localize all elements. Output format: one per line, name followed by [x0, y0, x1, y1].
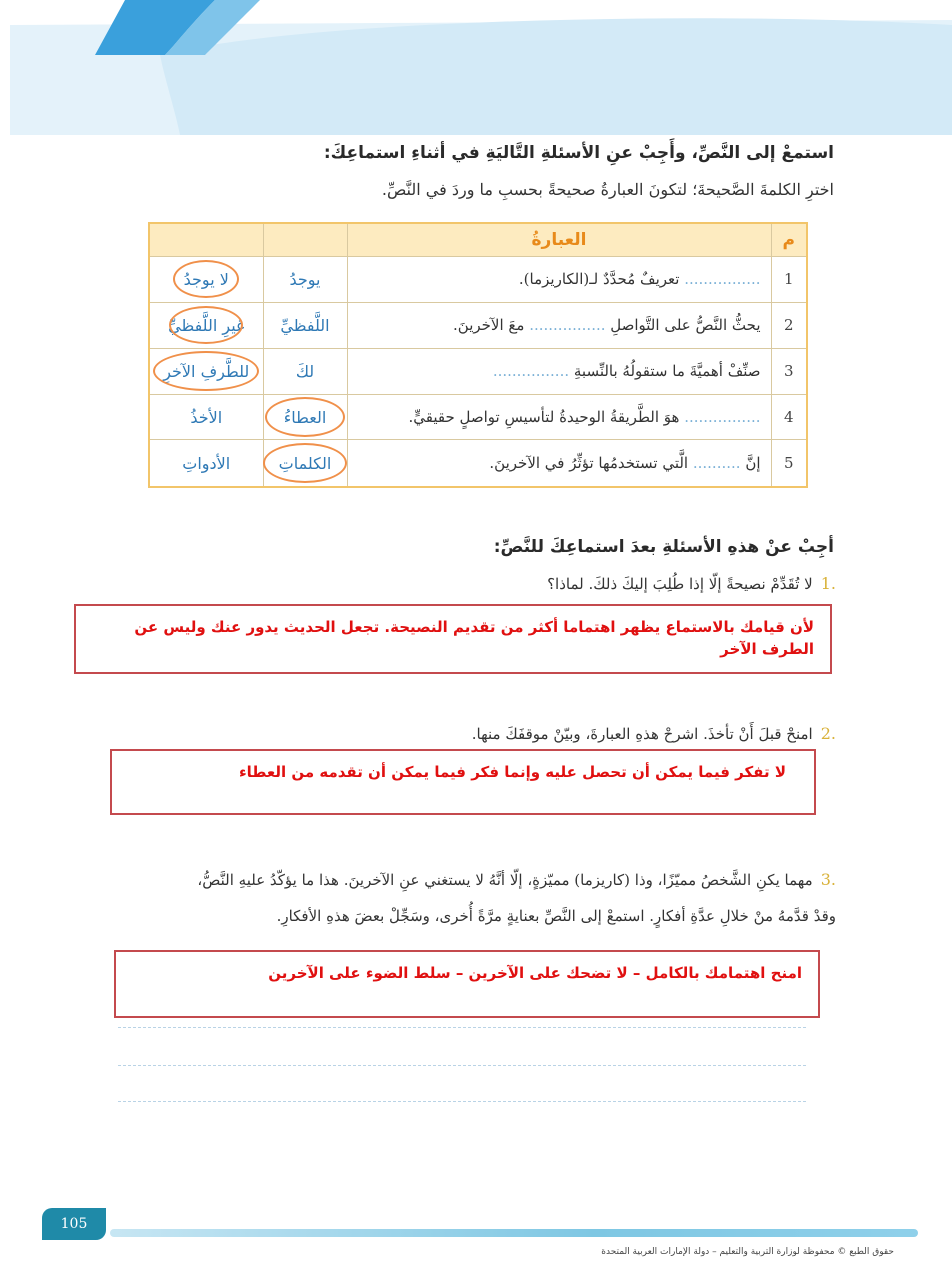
question-3-line-2	[277, 907, 836, 925]
option-b[interactable]	[149, 440, 263, 487]
statement-after: معَ الآخرينَ.	[453, 316, 530, 335]
statement-before: صنِّفْ أهميَّةَ ما ستقولُهُ بالنِّسبةِ	[569, 362, 761, 381]
question-number: .3	[820, 870, 836, 889]
answer-text: لا تفكر فيما يمكن أن تحصل عليه وإنما فكر فيما يمكن أن تقدمه من العطاء	[238, 763, 786, 781]
answer-text: لأن قيامك بالاستماع يظهر اهتماما أكثر من تقديم النصيحة. تجعل الحديث يدور عنك وليس عن الطرف الآخر	[134, 618, 814, 658]
statement-before: إنَّ	[740, 454, 761, 473]
row-statement	[347, 394, 771, 440]
answer-box-2[interactable]	[110, 749, 816, 815]
writing-line	[118, 1101, 806, 1102]
option-a-label: العطاءُ	[283, 407, 327, 427]
footer-bar	[110, 1229, 918, 1237]
page-number: 105	[42, 1208, 106, 1240]
statement-after: تعريفٌ مُحدَّدٌ لـ(الكاريزما).	[518, 270, 685, 289]
row-statement	[347, 348, 771, 394]
table-row	[149, 257, 807, 303]
option-a-label: لكَ	[295, 361, 315, 381]
question-text: مهما يكنِ الشَّخصُ مميّزًا، وذا (كاريزما) مميّزةٍ، إلّا أنَّهُ لا يستغني عنِ الآخرينَ. هذا ما يؤكّدُ عليهِ النَّصُّ،	[197, 871, 813, 889]
writing-line	[118, 1027, 806, 1028]
header-banner	[0, 0, 952, 135]
table-row	[149, 394, 807, 440]
question-number: .1	[820, 574, 836, 593]
col-header-option-b	[149, 223, 263, 257]
option-a[interactable]	[263, 440, 347, 487]
question-3-line-1	[197, 870, 836, 889]
blank-dots: ..........	[692, 454, 741, 473]
row-number: 2	[771, 302, 807, 348]
question-text: وقدْ قدَّمهُ منْ خلالِ عدَّةِ أفكارٍ. استمعْ إلى النَّصِّ بعنايةٍ مرَّةً أُخرى، وسَجِّلْ بعضَ هذهِ الأفكارِ.	[276, 907, 836, 925]
blank-dots: ................	[529, 316, 606, 335]
table-row	[149, 302, 807, 348]
row-statement	[347, 257, 771, 303]
option-b-label: الأخذُ	[190, 407, 223, 427]
option-b-label: لا يوجدُ	[183, 269, 229, 289]
writing-line	[118, 1065, 806, 1066]
row-number: 4	[771, 394, 807, 440]
row-number: 1	[771, 257, 807, 303]
table-row	[149, 348, 807, 394]
option-b-label: للطَّرفِ الآخرِ	[163, 361, 250, 381]
question-text: امنحْ قبلَ أَنْ تأخذَ. اشرحْ هذهِ العبارةَ، وبيّنْ موقفَكَ منها.	[471, 725, 813, 743]
option-a[interactable]	[263, 257, 347, 303]
blank-dots: ................	[684, 408, 761, 426]
row-number: 3	[771, 348, 807, 394]
word-choice-table	[148, 222, 808, 488]
section2-heading: أجِبْ عنْ هذهِ الأسئلةِ بعدَ استماعِكَ للنَّصِّ:	[493, 537, 834, 557]
col-header-num: م	[771, 223, 807, 257]
answer-text: امنح اهتمامك بالكامل – لا تضحك على الآخرين – سلط الضوء على الآخرين	[268, 964, 802, 982]
blank-dots: ................	[492, 362, 570, 381]
option-b-label: غيرِ اللَّفظيِّ	[168, 315, 245, 335]
col-header-option-a	[263, 223, 347, 257]
option-a[interactable]	[263, 394, 347, 440]
blank-dots: ................	[684, 270, 761, 289]
section1-heading: استمعْ إلى النَّصِّ، وأَجِبْ عنِ الأسئلةِ التَّاليَةِ في أثناءِ استماعِكَ:	[323, 143, 834, 163]
option-a[interactable]	[263, 348, 347, 394]
option-a-label: الكلماتِ	[278, 453, 332, 473]
option-b[interactable]	[149, 394, 263, 440]
statement-after: هوَ الطَّريقةُ الوحيدةُ لتأسيسِ تواصلٍ حقيقيٍّ.	[408, 408, 685, 426]
option-b[interactable]	[149, 257, 263, 303]
copyright-notice: حقوق الطبع © محفوظة لوزارة التربية والتعليم – دولة الإمارات العربية المتحدة	[601, 1247, 894, 1257]
row-statement	[347, 440, 771, 487]
option-b[interactable]	[149, 302, 263, 348]
table-row	[149, 440, 807, 487]
option-a-label: يوجدُ	[289, 269, 321, 289]
statement-before: يحثُّ النَّصُّ على التَّواصلِ	[605, 316, 761, 335]
answer-box-1[interactable]	[74, 604, 832, 674]
option-a[interactable]	[263, 302, 347, 348]
row-statement	[347, 302, 771, 348]
answer-box-3[interactable]	[114, 950, 820, 1018]
question-2	[472, 724, 836, 743]
question-1	[547, 574, 836, 593]
question-number: .2	[820, 724, 836, 743]
statement-after: الَّتي تستخدمُها تؤثِّرُ في الآخرينَ.	[489, 454, 693, 473]
row-number: 5	[771, 440, 807, 487]
option-b-label: الأدواتِ	[182, 453, 231, 473]
option-a-label: اللَّفظيِّ	[280, 315, 330, 335]
question-text: لا تُقَدِّمْ نصيحةً إلّا إذا طُلِبَ إليكَ ذلكَ. لماذا؟	[547, 575, 813, 593]
section1-instruction: اخترِ الكلمةَ الصَّحيحةَ؛ لتكونَ العبارةُ صحيحةً بحسبِ ما وردَ في النَّصِّ.	[381, 180, 834, 199]
option-b[interactable]	[149, 348, 263, 394]
col-header-statement: العبارةُ	[347, 223, 771, 257]
